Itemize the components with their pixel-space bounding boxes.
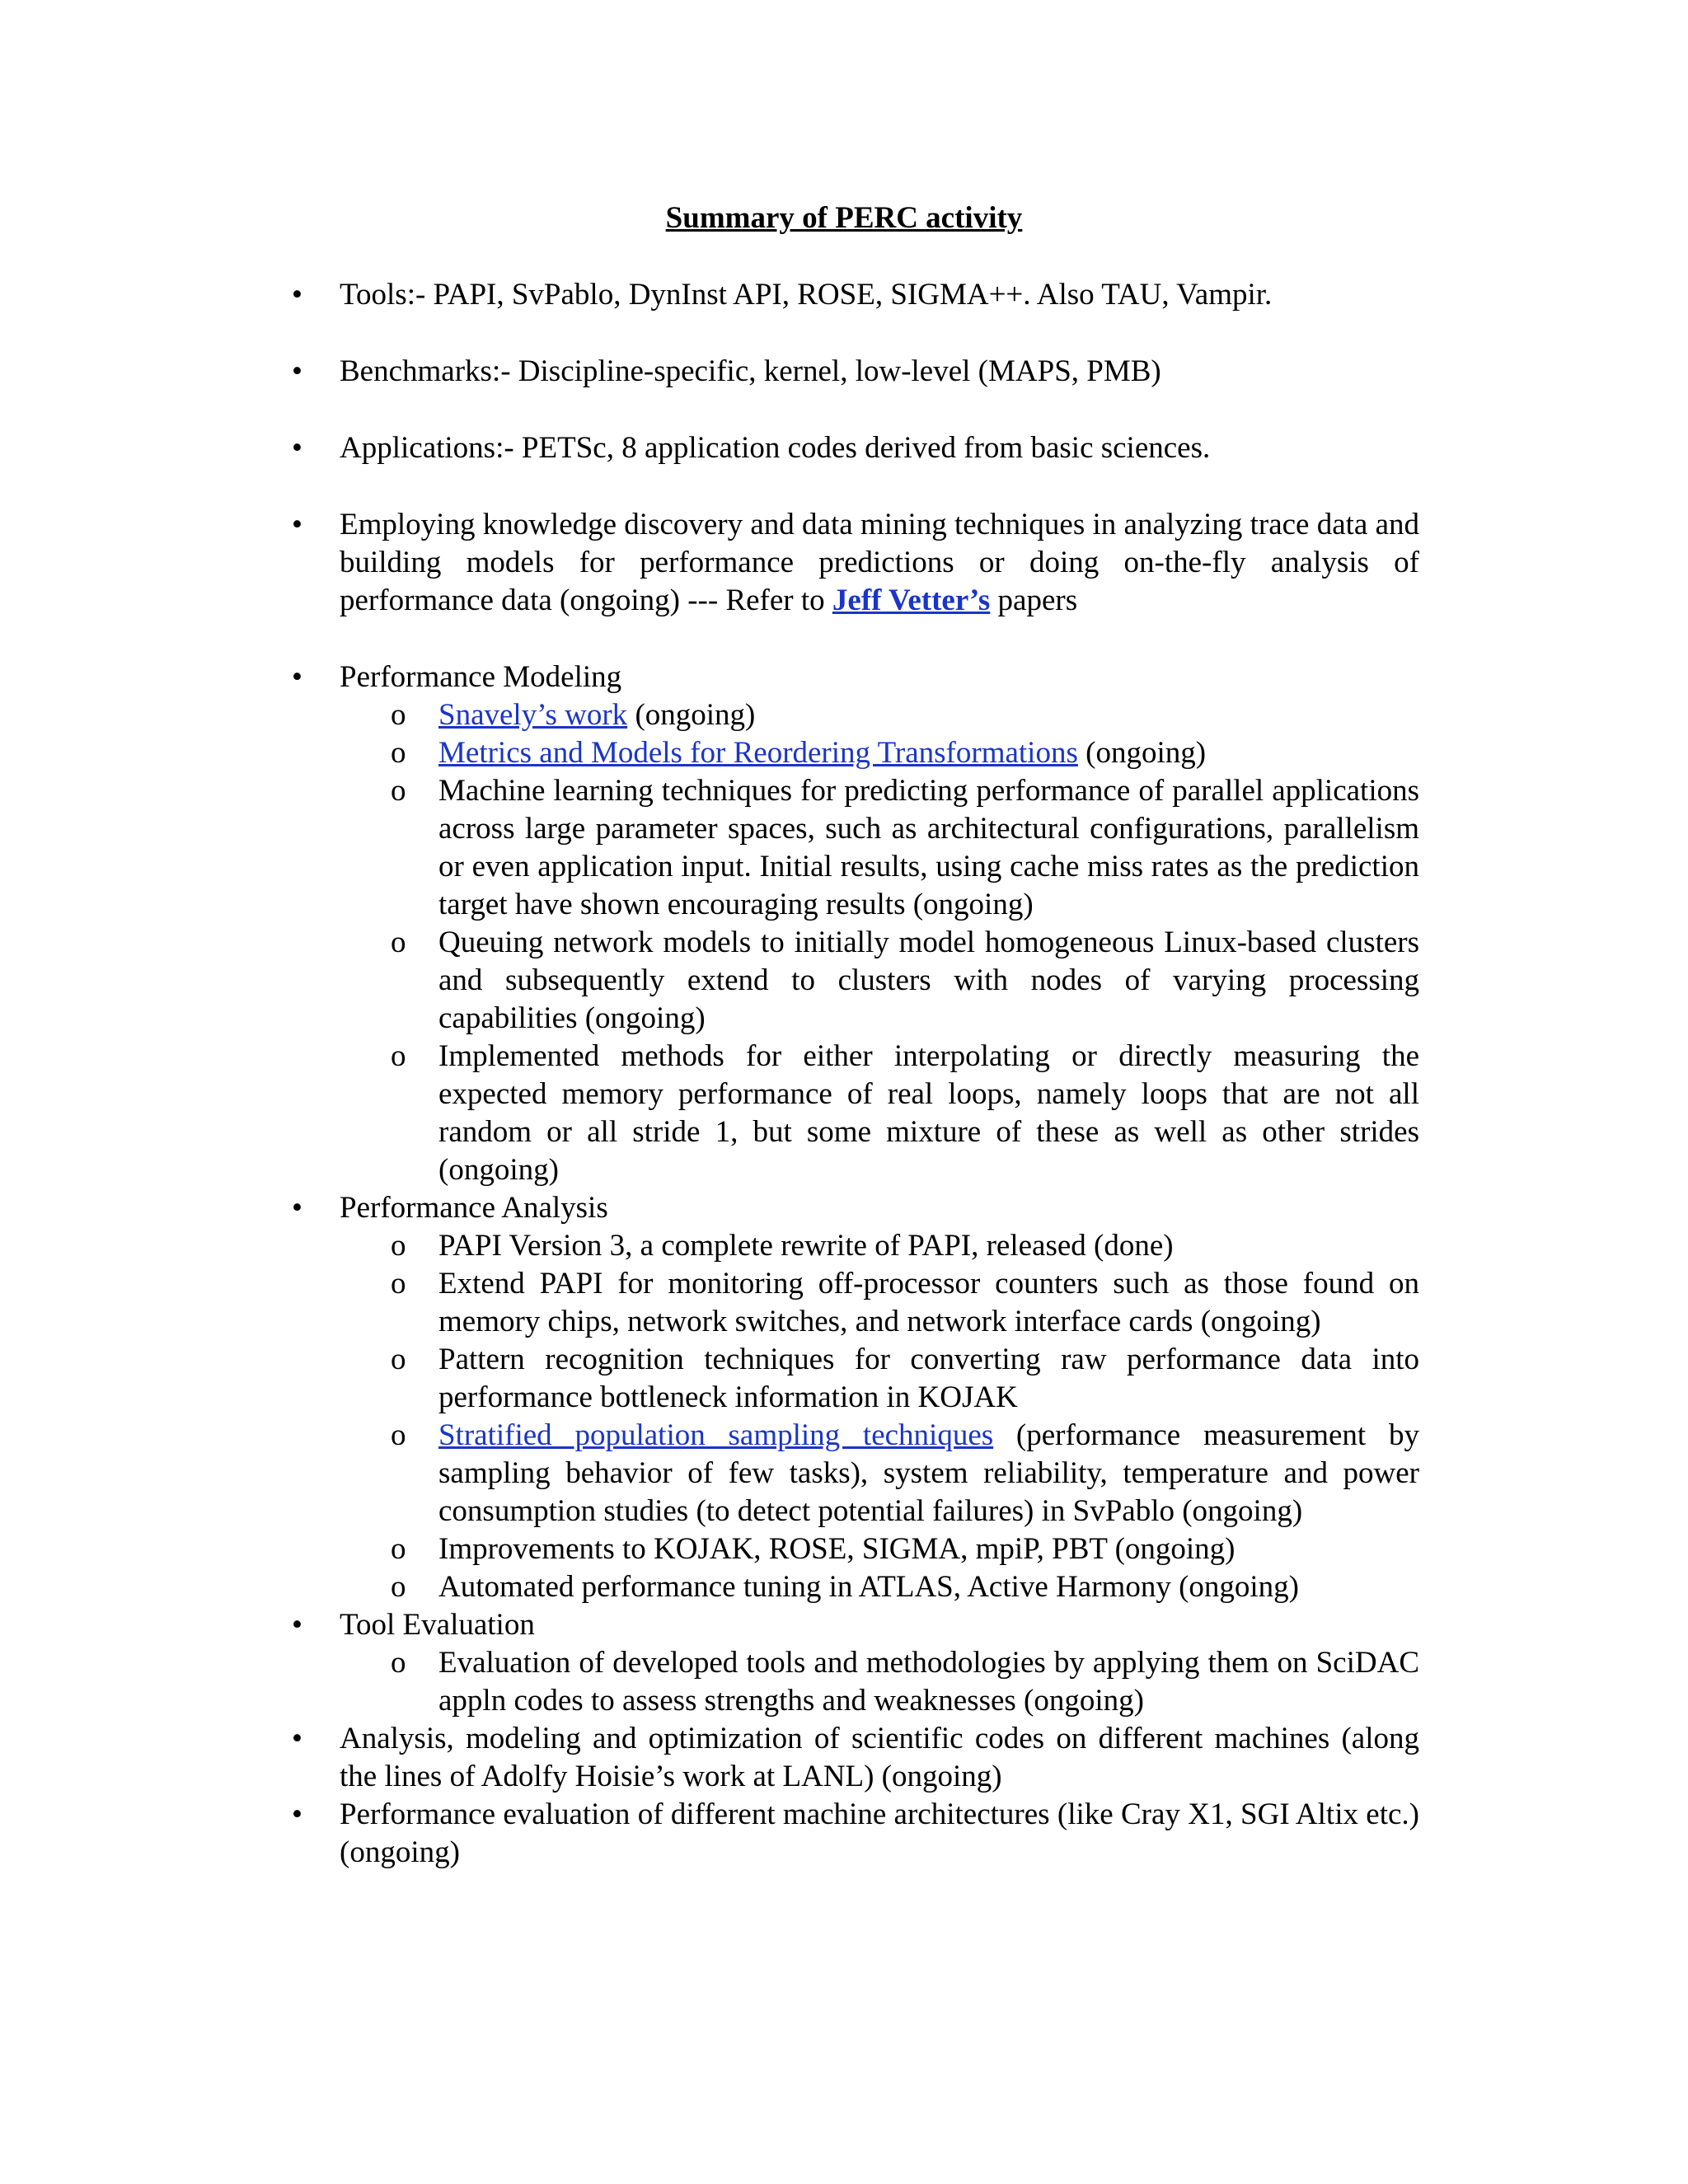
sub-item [391, 1568, 1419, 1606]
bullet-icon: • [292, 1608, 302, 1642]
sub-bullet-icon: o [391, 1646, 406, 1680]
sub-bullet-icon: o [391, 1229, 406, 1263]
bullet-icon: • [292, 1722, 302, 1755]
sub-item-text: (ongoing) [1077, 736, 1207, 770]
sub-item [391, 1341, 1419, 1417]
list-item-architecture-evaluation [292, 1796, 1419, 1872]
sub-item [391, 734, 1419, 772]
item-heading: Tool Evaluation [340, 1608, 535, 1642]
bullet-icon: • [292, 1191, 302, 1225]
list-item-analysis-modeling [292, 1720, 1419, 1796]
sub-item [391, 696, 1419, 734]
sub-bullet-icon: o [391, 926, 406, 959]
bullet-icon: • [292, 354, 302, 388]
sub-item-text: Improvements to KOJAK, ROSE, SIGMA, mpiP, PBT (ongoing) [438, 1532, 1236, 1566]
sub-bullet-icon: o [391, 1267, 406, 1301]
snavely-work-link[interactable]: Snavely’s work [438, 698, 628, 732]
item-text: Benchmarks:- Discipline-specific, kernel, low-level (MAPS, PMB) [340, 354, 1161, 388]
sub-item [391, 772, 1419, 924]
item-text: Tools:- PAPI, SvPablo, DynInst API, ROSE, SIGMA++. Also TAU, Vampir. [340, 278, 1273, 312]
item-heading: Performance Modeling [340, 660, 622, 694]
jeff-vetter-link[interactable]: Jeff Vetter’s [832, 583, 991, 617]
stratified-sampling-link[interactable]: Stratified population sampling techniques [438, 1418, 994, 1452]
sub-item [391, 924, 1419, 1038]
bullet-icon: • [292, 660, 302, 694]
sub-item [391, 1644, 1419, 1720]
item-heading: Performance Analysis [340, 1191, 608, 1225]
sub-bullet-icon: o [391, 1532, 406, 1566]
sub-bullet-icon: o [391, 1039, 406, 1073]
sub-item-text: Extend PAPI for monitoring off-processor counters such as those found on memory chips, network switches, and network interface cards (ongoing) [438, 1267, 1419, 1338]
sub-item-text: Implemented methods for either interpolating or directly measuring the expected memory performance of real loops, namely loops that are not all random or all stride 1, but some mixture of these as well as other strides (ongoing) [438, 1039, 1419, 1187]
sub-bullet-icon: o [391, 698, 406, 732]
sub-item [391, 1227, 1419, 1265]
sub-item-text: Automated performance tuning in ATLAS, Active Harmony (ongoing) [438, 1570, 1300, 1604]
item-text: papers [990, 583, 1078, 617]
list-item-tool-evaluation [292, 1606, 1419, 1720]
bullet-icon: • [292, 278, 302, 312]
summary-list [292, 276, 1420, 1872]
item-text: Performance evaluation of different machine architectures (like Cray X1, SGI Altix etc.) (ongoing) [340, 1797, 1419, 1869]
item-text: Applications:- PETSc, 8 application codes derived from basic sciences. [340, 431, 1211, 465]
sub-bullet-icon: o [391, 774, 406, 808]
sub-bullet-icon: o [391, 1418, 406, 1452]
list-item-data-mining [292, 506, 1420, 620]
sub-item-text: Queuing network models to initially model homogeneous Linux-based clusters and subsequently extend to clusters with nodes of varying processing capabilities (ongoing) [438, 926, 1419, 1035]
document-body [292, 276, 1420, 1872]
metrics-models-link[interactable]: Metrics and Models for Reordering Transformations [438, 736, 1078, 770]
sub-item [391, 1038, 1419, 1189]
sub-item-text: PAPI Version 3, a complete rewrite of PAPI, released (done) [438, 1229, 1174, 1263]
list-item-performance-analysis [292, 1189, 1419, 1606]
page-title: Summary of PERC activity [665, 201, 1023, 235]
item-text: Employing knowledge discovery and data mining techniques in analyzing trace data and building models for performance predictions or doing on-the-fly analysis of performance data (ongoing) --- Refer to [340, 508, 1420, 617]
list-item-applications [292, 429, 1419, 467]
list-item-performance-modeling [292, 658, 1419, 1189]
sub-bullet-icon: o [391, 1570, 406, 1604]
sub-item-text: (ongoing) [627, 698, 756, 732]
sub-list-analysis [340, 1227, 1419, 1606]
sub-item [391, 1265, 1419, 1341]
list-item-benchmarks [292, 353, 1419, 391]
sub-list-modeling [340, 696, 1419, 1189]
sub-item-text: Evaluation of developed tools and methodologies by applying them on SciDAC appln codes to assess strengths and weaknesses (ongoing) [438, 1646, 1419, 1718]
sub-item-text: Pattern recognition techniques for converting raw performance data into performance bottleneck information in KOJAK [438, 1343, 1419, 1414]
sub-list-evaluation [340, 1644, 1419, 1720]
sub-item [391, 1417, 1419, 1530]
item-text: Analysis, modeling and optimization of scientific codes on different machines (along the lines of Adolfy Hoisie’s work at LANL) (ongoing) [340, 1722, 1419, 1793]
sub-bullet-icon: o [391, 736, 406, 770]
sub-item-text: (performance measurement by sampling behavior of few tasks), system reliability, temperature and power consumption studies (to detect potential failures) in SvPablo (ongoing) [438, 1418, 1419, 1528]
sub-bullet-icon: o [391, 1343, 406, 1376]
bullet-icon: • [292, 508, 302, 541]
sub-item [391, 1530, 1419, 1568]
list-item-tools [292, 276, 1419, 314]
bullet-icon: • [292, 431, 302, 465]
sub-item-text: Machine learning techniques for predicting performance of parallel applications across large parameter spaces, such as architectural configurations, parallelism or even application input. Initial results, using cache miss rates as the prediction target have shown encouraging results (ongoing) [438, 774, 1419, 921]
bullet-icon: • [292, 1797, 302, 1831]
